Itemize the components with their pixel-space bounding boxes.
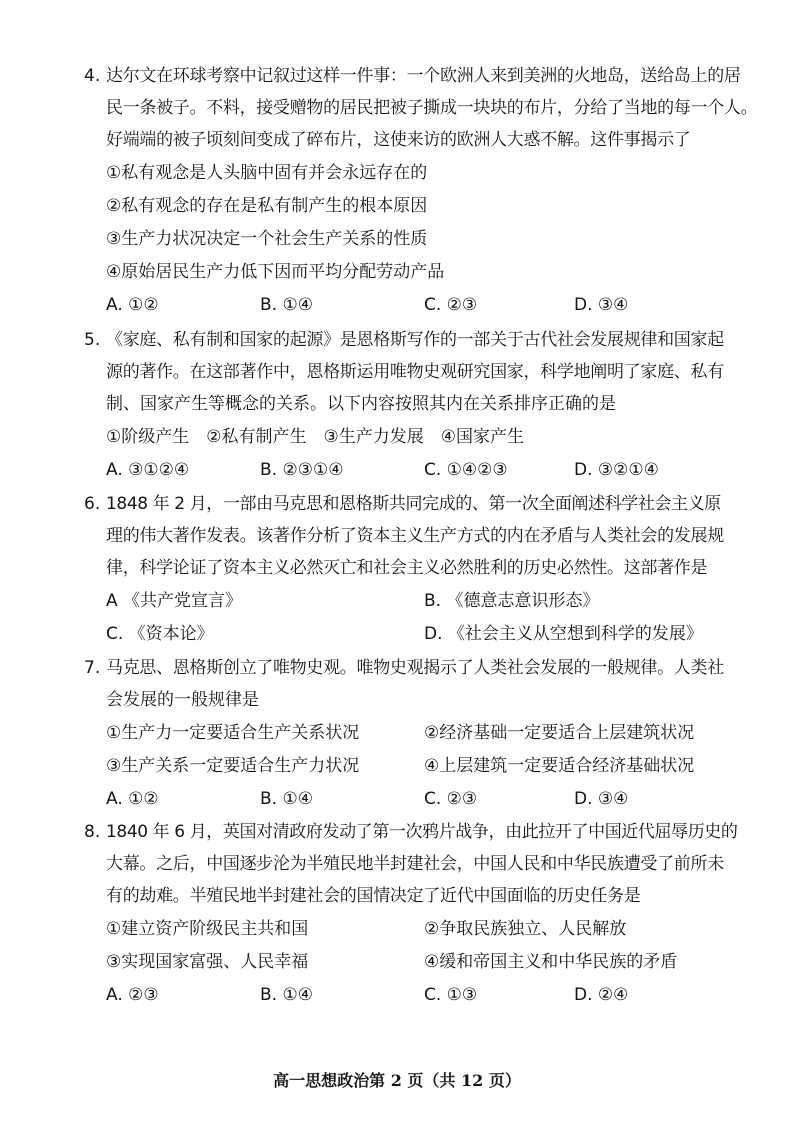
question-number: 6. [84,494,101,514]
option-a[interactable]: A. ①② [106,789,159,809]
statement: ②私有观念的存在是私有制产生的根本原因 [106,196,428,216]
question-stem-line: 1848 年 2 月，一部由马克思和恩格斯共同完成的、第一次全面阐述科学社会主义原 [106,494,721,514]
statement: ①生产力一定要适合生产关系状况 [106,723,360,743]
option-b[interactable]: B. ①④ [260,985,313,1005]
statement: ③实现国家富强、人民幸福 [106,952,309,972]
question-number: 4. [84,66,101,86]
option-d[interactable]: D. ③④ [574,295,629,315]
statement: ③生产力状况决定一个社会生产关系的性质 [106,229,428,249]
question-number: 5. [84,330,101,350]
option-a[interactable]: A. ①② [106,295,159,315]
question-stem-line: 1840 年 6 月，英国对清政府发动了第一次鸦片战争，由此拉开了中国近代屈辱历史的 [106,822,738,842]
question-stem-line: 大幕。之后，中国逐步沦为半殖民地半封建社会，中国人民和中华民族遭受了前所未 [106,854,724,874]
question-stem-line: 源的著作。在这部著作中，恩格斯运用唯物史观研究国家，科学地阐明了家庭、私有 [106,362,724,382]
statement: ①私有观念是人头脑中固有并会永远存在的 [106,163,428,183]
option-d[interactable]: D. ③④ [574,789,629,809]
question-number: 7. [84,658,101,678]
option-a[interactable]: A. ②③ [106,985,159,1005]
question-stem-line: 会发展的一般规律是 [106,690,259,710]
option-b[interactable]: B. 《德意志意识形态》 [424,591,600,611]
option-b[interactable]: B. ②③①④ [260,460,344,480]
option-d[interactable]: D. 《社会主义从空想到科学的发展》 [424,624,703,644]
question-stem-line: 律，科学论证了资本主义必然灭亡和社会主义必然胜利的历史必然性。这部著作是 [106,558,708,578]
page-footer: 高一思想政治第 2 页（共 12 页） [273,1071,521,1090]
option-d[interactable]: D. ②④ [574,985,629,1005]
option-c[interactable]: C. 《资本论》 [106,624,214,644]
statement: ④原始居民生产力低下因而平均分配劳动产品 [106,262,445,282]
option-a[interactable]: A 《共产党宣言》 [106,591,243,611]
question-stem-line: 达尔文在环球考察中记叙过这样一件事：一个欧洲人来到美洲的火地岛，送给岛上的居 [106,66,741,86]
question-stem-line: 理的伟大著作发表。该著作分析了资本主义生产方式的内在矛盾与人类社会的发展规 [106,526,724,546]
option-b[interactable]: B. ①④ [260,789,313,809]
option-c[interactable]: C. ②③ [424,789,478,809]
statement: ①建立资产阶级民主共和国 [106,919,309,939]
question-stem-line: 好端端的被子顷刻间变成了碎布片，这使来访的欧洲人大惑不解。这件事揭示了 [106,130,691,150]
statement: ②争取民族独立、人民解放 [424,919,627,939]
question-stem-line: 《家庭、私有制和国家的起源》是恩格斯写作的一部关于古代社会发展规律和国家起 [106,330,724,350]
option-c[interactable]: C. ②③ [424,295,478,315]
question-stem-line: 有的劫难。半殖民地半封建社会的国情决定了近代中国面临的历史任务是 [106,886,641,906]
option-c[interactable]: C. ①③ [424,985,478,1005]
option-a[interactable]: A. ③①②④ [106,460,190,480]
option-b[interactable]: B. ①④ [260,295,313,315]
question-stem-line: 制、国家产生等概念的关系。以下内容按照其内在关系排序正确的是 [106,394,616,414]
question-stem-line: 民一条被子。不料，接受赠物的居民把被子撕成一块块的布片，分给了当地的每一个人。 [106,98,758,118]
option-c[interactable]: C. ①④②③ [424,460,508,480]
question-stem-line: 马克思、恩格斯创立了唯物史观。唯物史观揭示了人类社会发展的一般规律。人类社 [106,658,724,678]
question-number: 8. [84,822,101,842]
statement: ④缓和帝国主义和中华民族的矛盾 [424,952,678,972]
statement: ①阶级产生 ②私有制产生 ③生产力发展 ④国家产生 [106,427,524,447]
statement: ③生产关系一定要适合生产力状况 [106,756,360,776]
statement: ②经济基础一定要适合上层建筑状况 [424,723,695,743]
option-d[interactable]: D. ③②①④ [574,460,659,480]
statement: ④上层建筑一定要适合经济基础状况 [424,756,695,776]
